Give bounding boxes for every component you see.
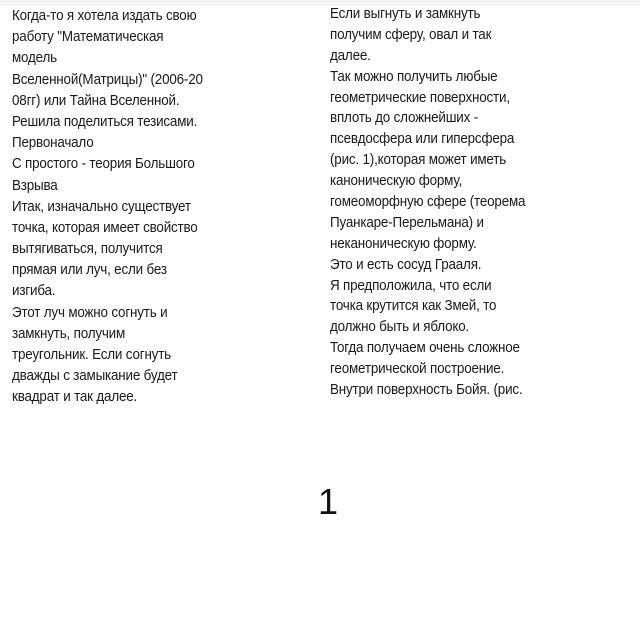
text-line: Этот луч можно согнуть и [12, 304, 168, 321]
text-line: вытягиваться, получится [12, 241, 163, 258]
text-line: квадрат и так далее. [12, 389, 138, 406]
text-line: Пуанкаре-Перельмана) и [330, 214, 484, 231]
text-line: Внутри поверхность Бойя. (рис. [330, 382, 523, 399]
text-line: неканоническую форму. [330, 235, 477, 252]
text-line: точка крутится как Змей, то [330, 298, 497, 315]
text-line: Когда-то я хотела издать свою [12, 8, 197, 24]
text-column-right [330, 4, 630, 401]
text-line: работу "Математическая [12, 29, 164, 46]
text-line: изгиба. [12, 283, 56, 300]
text-line: модель [12, 50, 57, 67]
text-line: Вселенной(Матрицы)" (2006-20 [12, 71, 203, 88]
text-line: 08гг) или Тайна Вселенной. [12, 92, 180, 109]
text-line: геометрической построение. [330, 361, 505, 378]
text-line: Так можно получить любые [330, 68, 498, 85]
text-line: (рис. 1),которая может иметь [330, 152, 507, 169]
text-line: геометрические поверхности, [330, 89, 510, 106]
text-line: получим сферу, овал и так [330, 26, 492, 43]
text-line: далее. [330, 47, 371, 64]
text-line: треугольник. Если согнуть [12, 347, 171, 363]
text-line: точка, которая имеет свойство [12, 219, 198, 236]
page-number: 1 [318, 481, 339, 522]
text-line: прямая или луч, если без [12, 262, 167, 279]
text-column-left [12, 6, 324, 409]
text-line: Это и есть сосуд Грааля. [330, 256, 482, 273]
text-line: должно быть и яблоко. [330, 319, 470, 336]
text-line: Взрыва [12, 177, 58, 194]
text-line: Решила поделиться тезисами. [12, 113, 198, 130]
text-line: Если выгнуть и замкнуть [330, 6, 481, 22]
text-line: Первоначало [12, 135, 94, 152]
text-line: дважды с замыкание будет [12, 368, 178, 385]
text-line: Итак, изначально существует [12, 198, 191, 215]
text-line: псевдосфера или гиперсфера [330, 131, 515, 148]
text-line: Я предположила, что если [330, 277, 492, 294]
text-line: С простого - теория Большого [12, 156, 195, 173]
text-line: гомеоморфную сфере (теорема [330, 194, 526, 211]
text-line: вплоть до сложнейших - [330, 110, 478, 127]
text-line: каноническую форму, [330, 173, 463, 190]
text-line: Тогда получаем очень сложное [330, 340, 520, 357]
text-line: замкнуть, получим [12, 325, 126, 342]
